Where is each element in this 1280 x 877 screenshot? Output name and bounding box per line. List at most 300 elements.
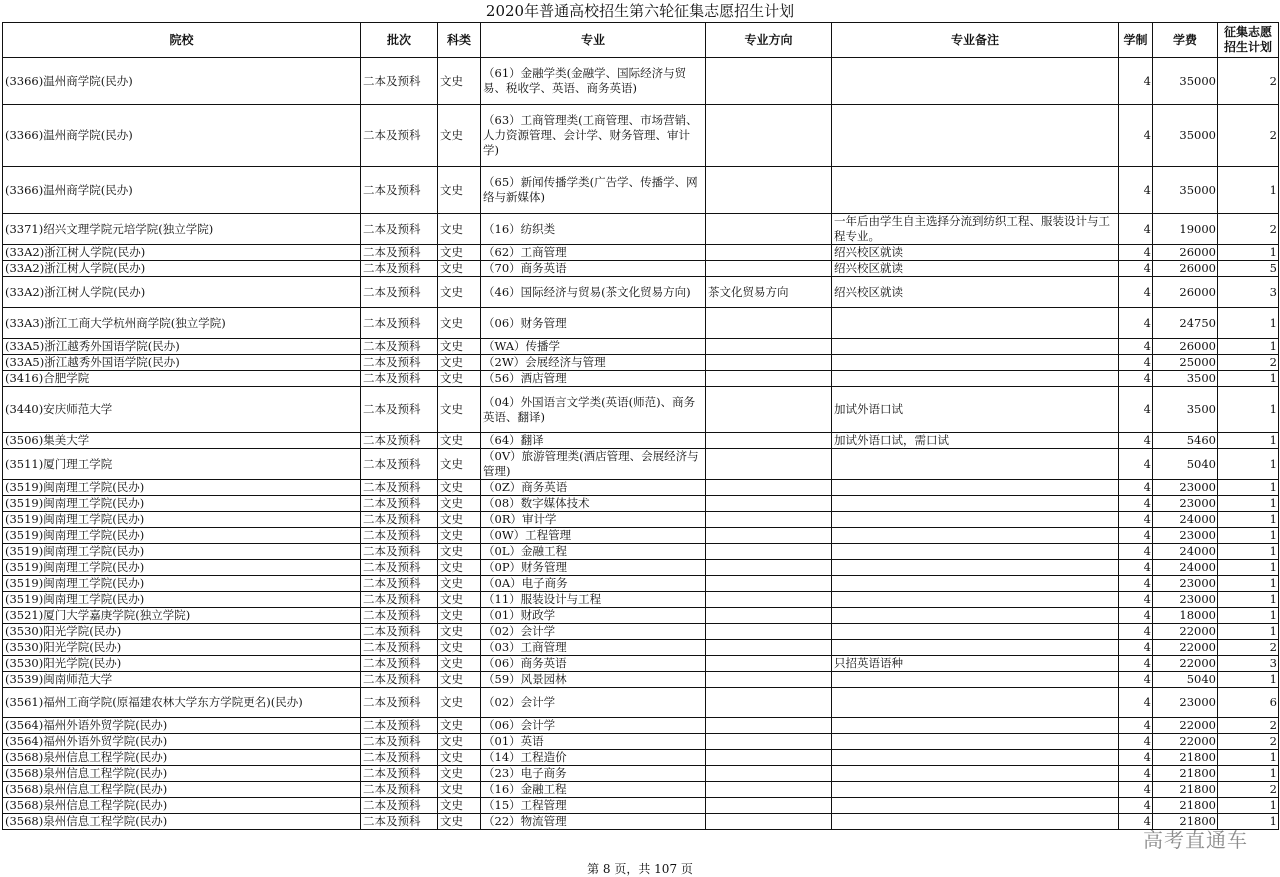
- cell-tuition: 23000: [1153, 480, 1218, 496]
- cell-batch: 二本及预科: [361, 688, 438, 718]
- cell-major-note: [832, 496, 1119, 512]
- cell-plan-count: 1: [1218, 766, 1279, 782]
- cell-tuition: 19000: [1153, 214, 1218, 245]
- cell-category: 文史: [438, 798, 481, 814]
- header-years: 学制: [1119, 23, 1153, 58]
- cell-major-note: [832, 58, 1119, 105]
- cell-plan-count: 1: [1218, 339, 1279, 355]
- cell-plan-count: 1: [1218, 576, 1279, 592]
- cell-major-direction: [706, 718, 832, 734]
- table-row: [3, 592, 1279, 608]
- cell-major-note: [832, 576, 1119, 592]
- cell-school: (3561)福州工商学院(原福建农林大学东方学院更名)(民办): [3, 688, 361, 718]
- cell-major-direction: [706, 245, 832, 261]
- cell-plan-count: 2: [1218, 58, 1279, 105]
- cell-major-direction: [706, 624, 832, 640]
- cell-years: 4: [1119, 512, 1153, 528]
- cell-category: 文史: [438, 560, 481, 576]
- cell-school: (3530)阳光学院(民办): [3, 624, 361, 640]
- cell-major-note: [832, 528, 1119, 544]
- cell-tuition: 22000: [1153, 656, 1218, 672]
- cell-tuition: 23000: [1153, 576, 1218, 592]
- table-row: [3, 656, 1279, 672]
- cell-major-direction: [706, 339, 832, 355]
- cell-batch: 二本及预科: [361, 214, 438, 245]
- cell-tuition: 22000: [1153, 734, 1218, 750]
- cell-school: (33A5)浙江越秀外国语学院(民办): [3, 339, 361, 355]
- cell-plan-count: 2: [1218, 734, 1279, 750]
- cell-major-note: [832, 449, 1119, 480]
- cell-batch: 二本及预科: [361, 750, 438, 766]
- table-row: [3, 640, 1279, 656]
- cell-major-note: [832, 766, 1119, 782]
- cell-school: (3564)福州外语外贸学院(民办): [3, 734, 361, 750]
- table-row: [3, 750, 1279, 766]
- cell-school: (3539)闽南师范大学: [3, 672, 361, 688]
- cell-major: （70）商务英语: [481, 261, 706, 277]
- cell-plan-count: 1: [1218, 449, 1279, 480]
- cell-plan-count: 6: [1218, 688, 1279, 718]
- cell-plan-count: 5: [1218, 261, 1279, 277]
- table-row: [3, 339, 1279, 355]
- page-number: 第 8 页，共 107 页: [587, 862, 693, 876]
- cell-tuition: 21800: [1153, 798, 1218, 814]
- cell-school: (3519)闽南理工学院(民办): [3, 496, 361, 512]
- cell-major-direction: [706, 782, 832, 798]
- cell-years: 4: [1119, 528, 1153, 544]
- table-row: [3, 480, 1279, 496]
- cell-major-direction: [706, 167, 832, 214]
- cell-tuition: 23000: [1153, 528, 1218, 544]
- cell-batch: 二本及预科: [361, 528, 438, 544]
- cell-school: (3440)安庆师范大学: [3, 387, 361, 433]
- cell-tuition: 22000: [1153, 640, 1218, 656]
- cell-years: 4: [1119, 798, 1153, 814]
- cell-batch: 二本及预科: [361, 560, 438, 576]
- cell-major-direction: [706, 480, 832, 496]
- cell-plan-count: 1: [1218, 245, 1279, 261]
- cell-major: （03）工商管理: [481, 640, 706, 656]
- cell-batch: 二本及预科: [361, 782, 438, 798]
- cell-batch: 二本及预科: [361, 261, 438, 277]
- cell-major: （11）服装设计与工程: [481, 592, 706, 608]
- cell-tuition: 26000: [1153, 339, 1218, 355]
- table-row: [3, 624, 1279, 640]
- cell-major-direction: [706, 387, 832, 433]
- cell-school: (33A2)浙江树人学院(民办): [3, 245, 361, 261]
- cell-major-direction: [706, 560, 832, 576]
- cell-category: 文史: [438, 576, 481, 592]
- cell-major-note: [832, 339, 1119, 355]
- cell-tuition: 22000: [1153, 718, 1218, 734]
- cell-school: (3519)闽南理工学院(民办): [3, 512, 361, 528]
- cell-major: （23）电子商务: [481, 766, 706, 782]
- cell-major: （0L）金融工程: [481, 544, 706, 560]
- cell-plan-count: 1: [1218, 798, 1279, 814]
- cell-tuition: 3500: [1153, 371, 1218, 387]
- page-title: 2020年普通高校招生第六轮征集志愿招生计划: [485, 2, 795, 20]
- cell-years: 4: [1119, 58, 1153, 105]
- cell-category: 文史: [438, 814, 481, 830]
- cell-major: （01）财政学: [481, 608, 706, 624]
- cell-tuition: 23000: [1153, 688, 1218, 718]
- cell-category: 文史: [438, 433, 481, 449]
- cell-major-note: [832, 544, 1119, 560]
- cell-category: 文史: [438, 449, 481, 480]
- cell-batch: 二本及预科: [361, 339, 438, 355]
- table-row: [3, 576, 1279, 592]
- cell-plan-count: 1: [1218, 167, 1279, 214]
- cell-major: （62）工商管理: [481, 245, 706, 261]
- cell-major-note: [832, 782, 1119, 798]
- cell-tuition: 21800: [1153, 766, 1218, 782]
- cell-major: （46）国际经济与贸易(茶文化贸易方向): [481, 277, 706, 308]
- cell-plan-count: 1: [1218, 750, 1279, 766]
- table-row: [3, 449, 1279, 480]
- table-row: [3, 608, 1279, 624]
- cell-batch: 二本及预科: [361, 105, 438, 167]
- cell-category: 文史: [438, 496, 481, 512]
- cell-plan-count: 1: [1218, 672, 1279, 688]
- cell-school: (3371)绍兴文理学院元培学院(独立学院): [3, 214, 361, 245]
- cell-tuition: 24000: [1153, 560, 1218, 576]
- cell-plan-count: 1: [1218, 560, 1279, 576]
- cell-category: 文史: [438, 214, 481, 245]
- cell-years: 4: [1119, 814, 1153, 830]
- cell-batch: 二本及预科: [361, 167, 438, 214]
- cell-category: 文史: [438, 608, 481, 624]
- cell-major: （06）财务管理: [481, 308, 706, 339]
- cell-major-direction: [706, 355, 832, 371]
- cell-tuition: 24000: [1153, 512, 1218, 528]
- cell-plan-count: 1: [1218, 624, 1279, 640]
- table-row: [3, 214, 1279, 245]
- cell-years: 4: [1119, 214, 1153, 245]
- cell-major: （0R）审计学: [481, 512, 706, 528]
- cell-category: 文史: [438, 624, 481, 640]
- cell-tuition: 22000: [1153, 624, 1218, 640]
- cell-batch: 二本及预科: [361, 608, 438, 624]
- cell-major: （0W）工程管理: [481, 528, 706, 544]
- table-row: [3, 560, 1279, 576]
- cell-major-direction: [706, 449, 832, 480]
- cell-years: 4: [1119, 560, 1153, 576]
- cell-major-direction: [706, 308, 832, 339]
- cell-major-note: [832, 688, 1119, 718]
- cell-batch: 二本及预科: [361, 640, 438, 656]
- cell-years: 4: [1119, 387, 1153, 433]
- cell-plan-count: 2: [1218, 640, 1279, 656]
- cell-batch: 二本及预科: [361, 624, 438, 640]
- cell-years: 4: [1119, 167, 1153, 214]
- cell-tuition: 23000: [1153, 496, 1218, 512]
- cell-major: （0P）财务管理: [481, 560, 706, 576]
- cell-school: (3519)闽南理工学院(民办): [3, 576, 361, 592]
- cell-school: (3506)集美大学: [3, 433, 361, 449]
- table-row: [3, 308, 1279, 339]
- cell-major-note: [832, 592, 1119, 608]
- cell-tuition: 26000: [1153, 261, 1218, 277]
- cell-plan-count: 1: [1218, 496, 1279, 512]
- cell-major-direction: [706, 672, 832, 688]
- table-row: [3, 433, 1279, 449]
- cell-major: （15）工程管理: [481, 798, 706, 814]
- cell-major: （WA）传播学: [481, 339, 706, 355]
- cell-school: (3568)泉州信息工程学院(民办): [3, 798, 361, 814]
- cell-major-direction: [706, 105, 832, 167]
- cell-school: (33A2)浙江树人学院(民办): [3, 277, 361, 308]
- cell-category: 文史: [438, 672, 481, 688]
- cell-major: （06）会计学: [481, 718, 706, 734]
- cell-school: (33A3)浙江工商大学杭州商学院(独立学院): [3, 308, 361, 339]
- cell-years: 4: [1119, 480, 1153, 496]
- cell-years: 4: [1119, 640, 1153, 656]
- cell-major-note: 绍兴校区就读: [832, 245, 1119, 261]
- table-row: [3, 766, 1279, 782]
- cell-years: 4: [1119, 718, 1153, 734]
- cell-years: 4: [1119, 544, 1153, 560]
- cell-category: 文史: [438, 167, 481, 214]
- cell-plan-count: 1: [1218, 387, 1279, 433]
- cell-school: (3519)闽南理工学院(民办): [3, 544, 361, 560]
- cell-tuition: 5040: [1153, 672, 1218, 688]
- cell-category: 文史: [438, 782, 481, 798]
- header-plan-count: 征集志愿招生计划: [1218, 23, 1279, 58]
- cell-category: 文史: [438, 734, 481, 750]
- cell-major-direction: [706, 688, 832, 718]
- cell-major-direction: [706, 592, 832, 608]
- header-major: 专业: [481, 23, 706, 58]
- cell-plan-count: 3: [1218, 277, 1279, 308]
- cell-years: 4: [1119, 672, 1153, 688]
- cell-major-direction: [706, 512, 832, 528]
- cell-plan-count: 1: [1218, 544, 1279, 560]
- cell-years: 4: [1119, 308, 1153, 339]
- cell-category: 文史: [438, 750, 481, 766]
- cell-major-direction: [706, 433, 832, 449]
- header-major-direction: 专业方向: [706, 23, 832, 58]
- table-row: [3, 496, 1279, 512]
- cell-major-note: 绍兴校区就读: [832, 261, 1119, 277]
- header-major-note: 专业备注: [832, 23, 1119, 58]
- cell-major: （0Z）商务英语: [481, 480, 706, 496]
- cell-batch: 二本及预科: [361, 308, 438, 339]
- cell-major-note: [832, 734, 1119, 750]
- cell-tuition: 26000: [1153, 245, 1218, 261]
- cell-major: （0V）旅游管理类(酒店管理、会展经济与管理): [481, 449, 706, 480]
- cell-plan-count: 1: [1218, 433, 1279, 449]
- cell-major-direction: 茶文化贸易方向: [706, 277, 832, 308]
- cell-major-direction: [706, 734, 832, 750]
- cell-category: 文史: [438, 640, 481, 656]
- cell-batch: 二本及预科: [361, 245, 438, 261]
- header-school: 院校: [3, 23, 361, 58]
- table-body: [3, 58, 1279, 830]
- cell-major-direction: [706, 58, 832, 105]
- cell-years: 4: [1119, 576, 1153, 592]
- cell-school: (3366)温州商学院(民办): [3, 105, 361, 167]
- cell-major-direction: [706, 261, 832, 277]
- watermark-logo: 高考直通车: [1143, 828, 1248, 852]
- cell-major-direction: [706, 496, 832, 512]
- cell-major-note: [832, 105, 1119, 167]
- cell-batch: 二本及预科: [361, 387, 438, 433]
- cell-category: 文史: [438, 371, 481, 387]
- cell-school: (3568)泉州信息工程学院(民办): [3, 782, 361, 798]
- cell-major: （16）纺织类: [481, 214, 706, 245]
- header-tuition: 学费: [1153, 23, 1218, 58]
- cell-tuition: 24750: [1153, 308, 1218, 339]
- table-row: [3, 58, 1279, 105]
- cell-school: (3511)厦门理工学院: [3, 449, 361, 480]
- cell-batch: 二本及预科: [361, 576, 438, 592]
- table-row: [3, 718, 1279, 734]
- cell-years: 4: [1119, 734, 1153, 750]
- cell-school: (3521)厦门大学嘉庚学院(独立学院): [3, 608, 361, 624]
- cell-category: 文史: [438, 656, 481, 672]
- cell-years: 4: [1119, 782, 1153, 798]
- table-row: [3, 814, 1279, 830]
- cell-major-note: [832, 355, 1119, 371]
- cell-major: （02）会计学: [481, 624, 706, 640]
- cell-years: 4: [1119, 449, 1153, 480]
- cell-category: 文史: [438, 245, 481, 261]
- header-batch: 批次: [361, 23, 438, 58]
- cell-plan-count: 2: [1218, 718, 1279, 734]
- cell-plan-count: 1: [1218, 608, 1279, 624]
- cell-major-direction: [706, 798, 832, 814]
- cell-major-note: [832, 624, 1119, 640]
- cell-school: (3530)阳光学院(民办): [3, 656, 361, 672]
- cell-batch: 二本及预科: [361, 277, 438, 308]
- table-row: [3, 528, 1279, 544]
- cell-major: （64）翻译: [481, 433, 706, 449]
- table-row: [3, 167, 1279, 214]
- cell-school: (33A2)浙江树人学院(民办): [3, 261, 361, 277]
- cell-plan-count: 1: [1218, 480, 1279, 496]
- cell-school: (3568)泉州信息工程学院(民办): [3, 750, 361, 766]
- cell-major-note: 加试外语口试，需口试: [832, 433, 1119, 449]
- table-row: [3, 544, 1279, 560]
- cell-major-note: [832, 560, 1119, 576]
- cell-major: （0A）电子商务: [481, 576, 706, 592]
- cell-batch: 二本及预科: [361, 433, 438, 449]
- cell-major: （56）酒店管理: [481, 371, 706, 387]
- cell-years: 4: [1119, 355, 1153, 371]
- cell-years: 4: [1119, 105, 1153, 167]
- cell-batch: 二本及预科: [361, 734, 438, 750]
- cell-major-note: 加试外语口试: [832, 387, 1119, 433]
- cell-years: 4: [1119, 592, 1153, 608]
- cell-tuition: 25000: [1153, 355, 1218, 371]
- cell-major: （2W）会展经济与管理: [481, 355, 706, 371]
- cell-category: 文史: [438, 105, 481, 167]
- cell-category: 文史: [438, 688, 481, 718]
- cell-tuition: 35000: [1153, 105, 1218, 167]
- cell-batch: 二本及预科: [361, 355, 438, 371]
- table-row: [3, 672, 1279, 688]
- cell-batch: 二本及预科: [361, 544, 438, 560]
- cell-years: 4: [1119, 766, 1153, 782]
- cell-major-note: 一年后由学生自主选择分流到纺织工程、服装设计与工程专业。: [832, 214, 1119, 245]
- cell-tuition: 18000: [1153, 608, 1218, 624]
- cell-category: 文史: [438, 261, 481, 277]
- cell-major: （01）英语: [481, 734, 706, 750]
- table-header-row: [3, 23, 1279, 58]
- table-row: [3, 261, 1279, 277]
- table-row: [3, 371, 1279, 387]
- cell-years: 4: [1119, 656, 1153, 672]
- cell-plan-count: 2: [1218, 214, 1279, 245]
- cell-major-direction: [706, 528, 832, 544]
- table-row: [3, 688, 1279, 718]
- cell-years: 4: [1119, 608, 1153, 624]
- cell-major: （61）金融学类(金融学、国际经济与贸易、税收学、英语、商务英语): [481, 58, 706, 105]
- cell-years: 4: [1119, 339, 1153, 355]
- cell-category: 文史: [438, 308, 481, 339]
- cell-major-direction: [706, 656, 832, 672]
- cell-category: 文史: [438, 277, 481, 308]
- cell-major-note: [832, 672, 1119, 688]
- cell-years: 4: [1119, 750, 1153, 766]
- cell-years: 4: [1119, 688, 1153, 718]
- table-row: [3, 277, 1279, 308]
- cell-plan-count: 1: [1218, 528, 1279, 544]
- cell-school: (3519)闽南理工学院(民办): [3, 560, 361, 576]
- cell-plan-count: 1: [1218, 512, 1279, 528]
- cell-batch: 二本及预科: [361, 814, 438, 830]
- table-row: [3, 245, 1279, 261]
- cell-batch: 二本及预科: [361, 718, 438, 734]
- cell-major-note: [832, 308, 1119, 339]
- table-row: [3, 355, 1279, 371]
- cell-major: （16）金融工程: [481, 782, 706, 798]
- cell-tuition: 35000: [1153, 167, 1218, 214]
- cell-batch: 二本及预科: [361, 592, 438, 608]
- cell-tuition: 26000: [1153, 277, 1218, 308]
- cell-school: (3366)温州商学院(民办): [3, 58, 361, 105]
- cell-category: 文史: [438, 592, 481, 608]
- cell-major: （04）外国语言文学类(英语(师范)、商务英语、翻译): [481, 387, 706, 433]
- cell-batch: 二本及预科: [361, 480, 438, 496]
- cell-major-note: [832, 480, 1119, 496]
- cell-plan-count: 2: [1218, 355, 1279, 371]
- cell-plan-count: 2: [1218, 782, 1279, 798]
- cell-plan-count: 1: [1218, 814, 1279, 830]
- cell-plan-count: 1: [1218, 592, 1279, 608]
- cell-school: (3519)闽南理工学院(民办): [3, 480, 361, 496]
- cell-category: 文史: [438, 528, 481, 544]
- cell-tuition: 35000: [1153, 58, 1218, 105]
- cell-years: 4: [1119, 277, 1153, 308]
- cell-school: (33A5)浙江越秀外国语学院(民办): [3, 355, 361, 371]
- cell-years: 4: [1119, 496, 1153, 512]
- cell-major-note: [832, 167, 1119, 214]
- cell-major-direction: [706, 576, 832, 592]
- cell-category: 文史: [438, 339, 481, 355]
- cell-tuition: 21800: [1153, 782, 1218, 798]
- cell-major-direction: [706, 371, 832, 387]
- table-row: [3, 512, 1279, 528]
- cell-years: 4: [1119, 433, 1153, 449]
- cell-major-direction: [706, 214, 832, 245]
- cell-batch: 二本及预科: [361, 798, 438, 814]
- cell-category: 文史: [438, 355, 481, 371]
- cell-major-direction: [706, 766, 832, 782]
- cell-major-note: [832, 608, 1119, 624]
- table-row: [3, 798, 1279, 814]
- cell-school: (3416)合肥学院: [3, 371, 361, 387]
